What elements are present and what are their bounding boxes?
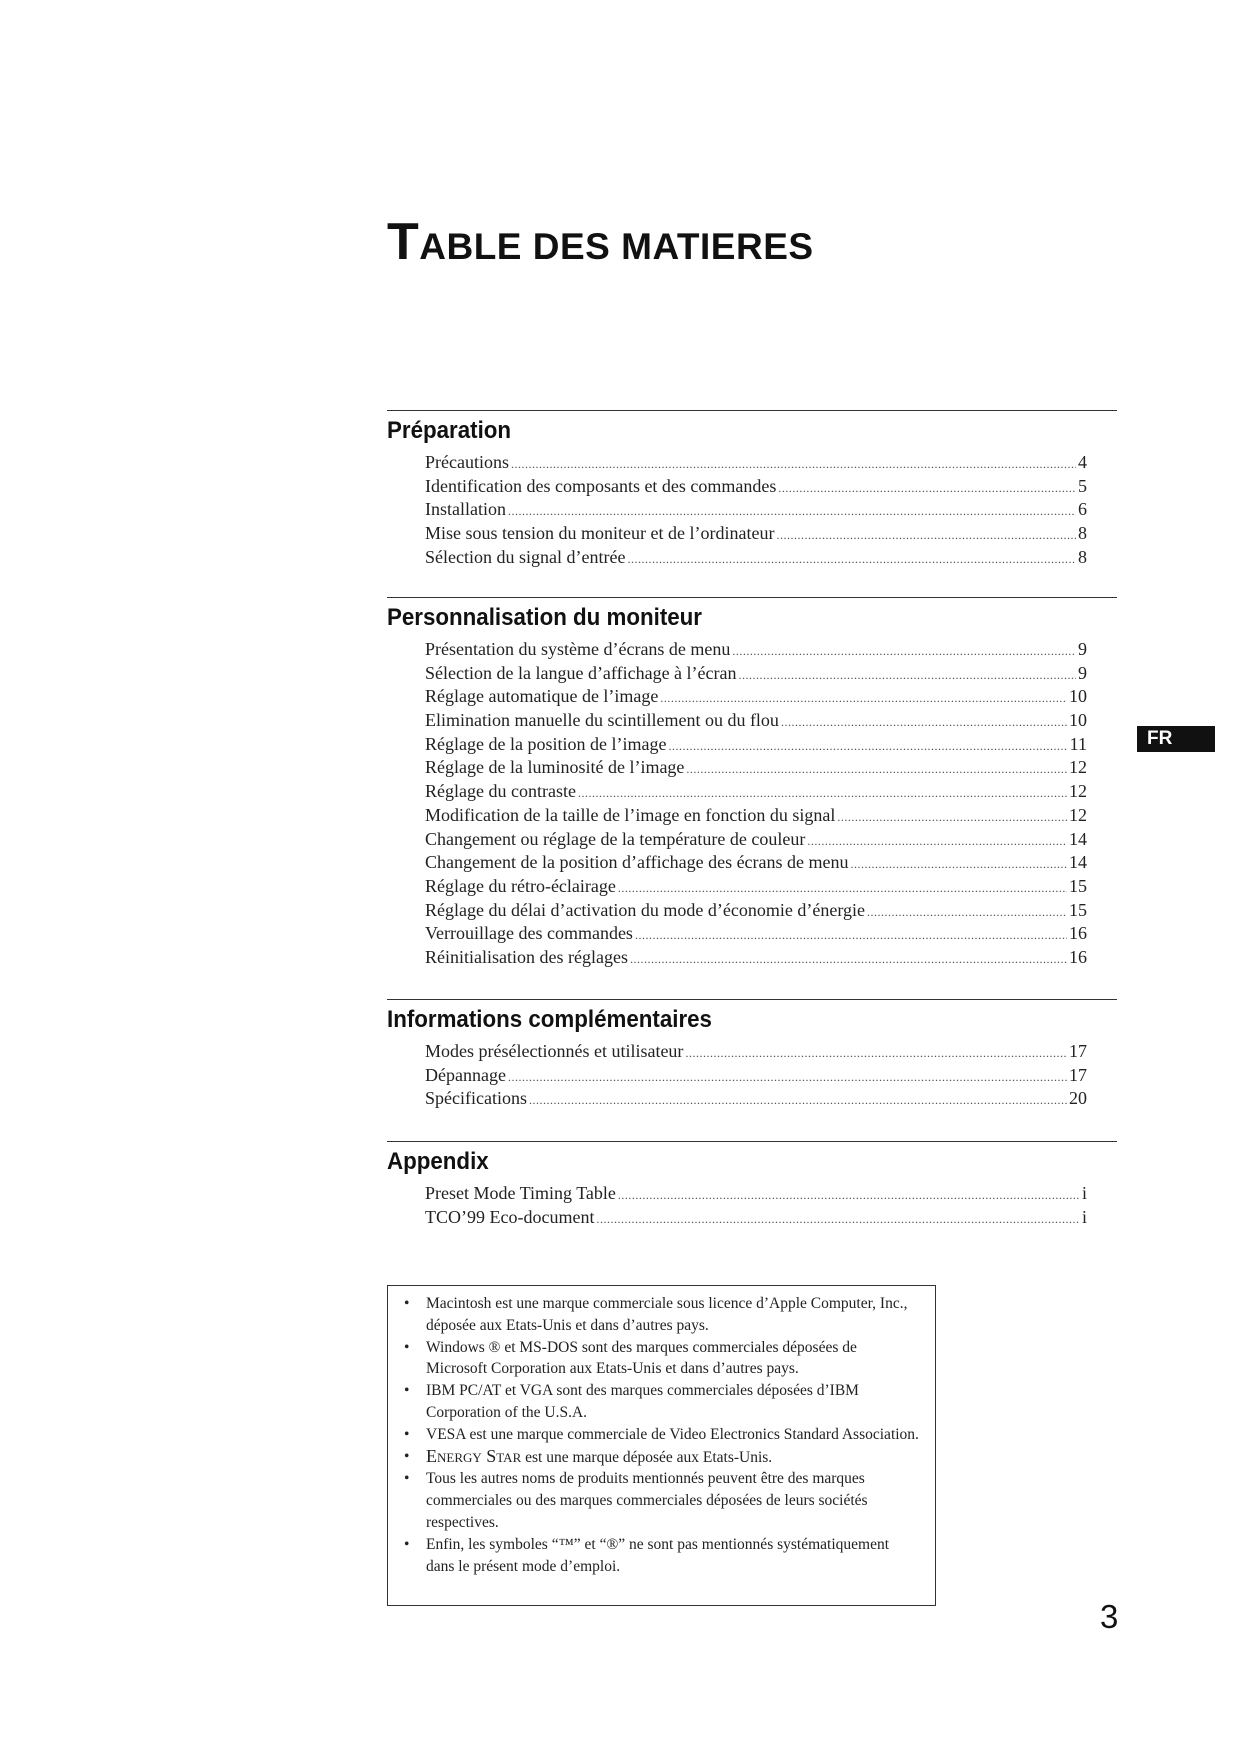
toc-entry-page: 14 [1069,828,1087,849]
dot-leader [618,877,1067,901]
notice-text: Macintosh est une marque commerciale sous licence d’Apple Computer, Inc., déposée aux Etats-Unis et dans d’autres pays. [426,1295,908,1334]
notice-text: VESA est une marque commerciale de Video Electronics Standard Association. [426,1425,919,1443]
toc-entry-page: 16 [1069,946,1087,967]
notice-text: IBM PC/AT et VGA sont des marques commerciales déposées d’IBM Corporation of the U.S.A. [426,1382,859,1421]
toc-entry-page: 10 [1069,710,1087,731]
toc-entry[interactable] [425,1182,1087,1206]
toc-entry-title: Changement de la position d’affichage des écrans de menu [425,852,849,873]
toc-entry[interactable] [425,804,1087,828]
dot-leader [660,687,1067,711]
toc-entry[interactable] [425,756,1087,780]
section-heading: Personnalisation du moniteur [387,604,703,631]
toc-entry-title: Réglage de la position de l’image [425,733,667,754]
toc-entry-page: 5 [1078,475,1087,496]
toc-entry-title: Réglage de la luminosité de l’image [425,757,685,778]
title-initial: T [387,213,420,271]
dot-leader [851,853,1067,877]
dot-leader [685,1042,1067,1066]
toc-entry-title: Précautions [425,452,509,472]
toc-entry-title: Réinitialisation des réglages [425,946,628,967]
page-number: 3 [1100,1598,1119,1635]
dot-leader [508,500,1076,524]
toc-entry-title: Verrouillage des commandes [425,923,633,944]
toc-entry-title: Elimination manuelle du scintillement ou du flou [425,710,779,731]
section-divider [387,597,1117,598]
section-heading: Appendix [387,1148,489,1175]
toc-entry-page: 12 [1069,804,1087,825]
toc-entry-page: 16 [1069,923,1087,944]
toc-entry-page: 15 [1069,899,1087,920]
dot-leader [508,1066,1067,1090]
toc-entry-title: Réglage du rétro-éclairage [425,875,616,896]
toc-list [425,1040,1087,1111]
dot-leader [596,1208,1080,1232]
toc-entry-title: Présentation du système d’écrans de menu [425,639,731,659]
toc-entry[interactable] [425,1040,1087,1064]
toc-entry-title: Installation [425,499,506,520]
toc-entry-title: Changement ou réglage de la température de couleur [425,828,806,849]
trademark-notice-box [387,1285,936,1606]
energy-star-mark: Energy Star [426,1445,522,1466]
toc-entry-title: Réglage automatique de l’image [425,686,659,707]
toc-entry-title: Identification des composants et des commandes [425,475,777,496]
dot-leader [776,524,1076,548]
toc-entry-title: Dépannage [425,1064,506,1085]
list-item [402,1293,921,1337]
bullet: • [404,1338,410,1356]
list-item [402,1468,921,1533]
dot-leader [778,477,1076,501]
toc-entry-title: Modification de la taille de l’image en fonction du signal [425,804,836,825]
toc-entry-title: Preset Mode Timing Table [425,1183,616,1203]
toc-entry[interactable] [425,1206,1087,1230]
dot-leader [837,806,1067,830]
list-item [402,1446,921,1469]
dot-leader [781,711,1067,735]
list-item [402,1534,921,1578]
list-item [402,1337,921,1381]
toc-entry[interactable] [425,851,1087,875]
toc-entry-title: Réglage du contraste [425,781,576,802]
toc-entry-page: 15 [1069,875,1087,896]
section-preparation [387,410,1117,569]
list-item [402,1380,921,1424]
toc-entry-page: i [1081,1183,1087,1203]
toc-entry[interactable] [425,733,1087,757]
section-heading: Préparation [387,417,512,444]
notice-text: est une marque déposée aux Etats-Unis. [525,1448,773,1466]
toc-entry[interactable] [425,922,1087,946]
dot-leader [529,1089,1067,1113]
toc-entry[interactable] [425,1087,1087,1111]
toc-entry[interactable] [425,451,1087,475]
dot-leader [627,548,1076,572]
section-divider [387,410,1117,411]
toc-entry-page: 10 [1069,686,1087,707]
dot-leader [732,640,1076,664]
toc-entry-page: 17 [1069,1041,1087,1061]
dot-leader [739,664,1076,688]
dot-leader [511,453,1076,477]
toc-entry-title: Sélection de la langue d’affichage à l’écran [425,662,737,683]
toc-entry-page: 8 [1078,546,1087,567]
section-appendix [387,1141,1117,1229]
language-tab: FR [1137,726,1215,752]
dot-leader [668,735,1067,759]
bullet: • [404,1470,410,1488]
toc-list [425,638,1087,970]
toc-entry-page: 20 [1069,1088,1087,1109]
bullet: • [404,1425,410,1443]
toc-entry-page: 12 [1069,757,1087,778]
dot-leader [618,1184,1080,1208]
toc-entry-title: Modes présélectionnés et utilisateur [425,1041,684,1061]
toc-entry-page: 11 [1069,733,1087,754]
toc-entry[interactable] [425,1064,1087,1088]
dot-leader [630,948,1067,972]
title-rest: ABLE DES MATIERES [419,226,814,267]
toc-entry-title: Spécifications [425,1088,527,1109]
dot-leader [635,924,1067,948]
notice-text: Enfin, les symboles “™” et “®” ne sont pas mentionnés systématiquement dans le présent mode d’emploi. [426,1535,890,1575]
dot-leader [867,901,1067,925]
toc-entry-page: i [1081,1206,1087,1227]
toc-entry-page: 17 [1069,1064,1087,1085]
toc-entry[interactable] [425,780,1087,804]
notice-text: Tous les autres noms de produits mentionnés peuvent être des marques commerciales ou des marques commerciales déposées de leurs sociétés respectives. [426,1470,868,1531]
toc-entry[interactable] [425,522,1087,546]
toc-entry-page: 9 [1078,662,1087,683]
toc-entry-page: 14 [1069,852,1087,873]
dot-leader [686,758,1067,782]
toc-entry[interactable] [425,828,1087,852]
trademark-list [402,1293,921,1577]
toc-entry[interactable] [425,546,1087,570]
bullet: • [404,1447,410,1465]
toc-entry-title: Mise sous tension du moniteur et de l’ordinateur [425,523,775,544]
toc-entry-title: TCO’99 Eco-document [425,1206,595,1227]
toc-entry-page: 6 [1078,499,1087,520]
dot-leader [807,830,1067,854]
dot-leader [578,782,1067,806]
toc-entry-page: 9 [1078,639,1087,659]
toc-entry-page: 4 [1078,452,1087,472]
toc-entry[interactable] [425,875,1087,899]
toc-entry[interactable] [425,946,1087,970]
toc-list [425,451,1087,569]
toc-list [425,1182,1087,1229]
toc-entry[interactable] [425,662,1087,686]
toc-entry[interactable] [425,685,1087,709]
toc-entry-page: 12 [1069,781,1087,802]
toc-entry[interactable] [425,498,1087,522]
toc-entry-title: Réglage du délai d’activation du mode d’économie d’énergie [425,899,866,920]
bullet: • [404,1295,410,1312]
toc-entry[interactable] [425,475,1087,499]
notice-text: Windows ® et MS-DOS sont des marques commerciales déposées de Microsoft Corporation aux Etats-Unis et dans d’autres pays. [426,1338,857,1378]
bullet: • [404,1535,410,1553]
page-title [387,212,814,272]
list-item [402,1424,921,1446]
bullet: • [404,1382,410,1400]
section-divider [387,999,1117,1000]
section-informations [387,999,1117,1111]
toc-entry-page: 8 [1078,523,1087,544]
section-heading: Informations complémentaires [387,1006,712,1033]
toc-entry[interactable] [425,638,1087,662]
section-divider [387,1141,1117,1142]
section-personnalisation [387,597,1117,970]
toc-entry-title: Sélection du signal d’entrée [425,546,626,567]
toc-entry[interactable] [425,709,1087,733]
toc-entry[interactable] [425,899,1087,923]
